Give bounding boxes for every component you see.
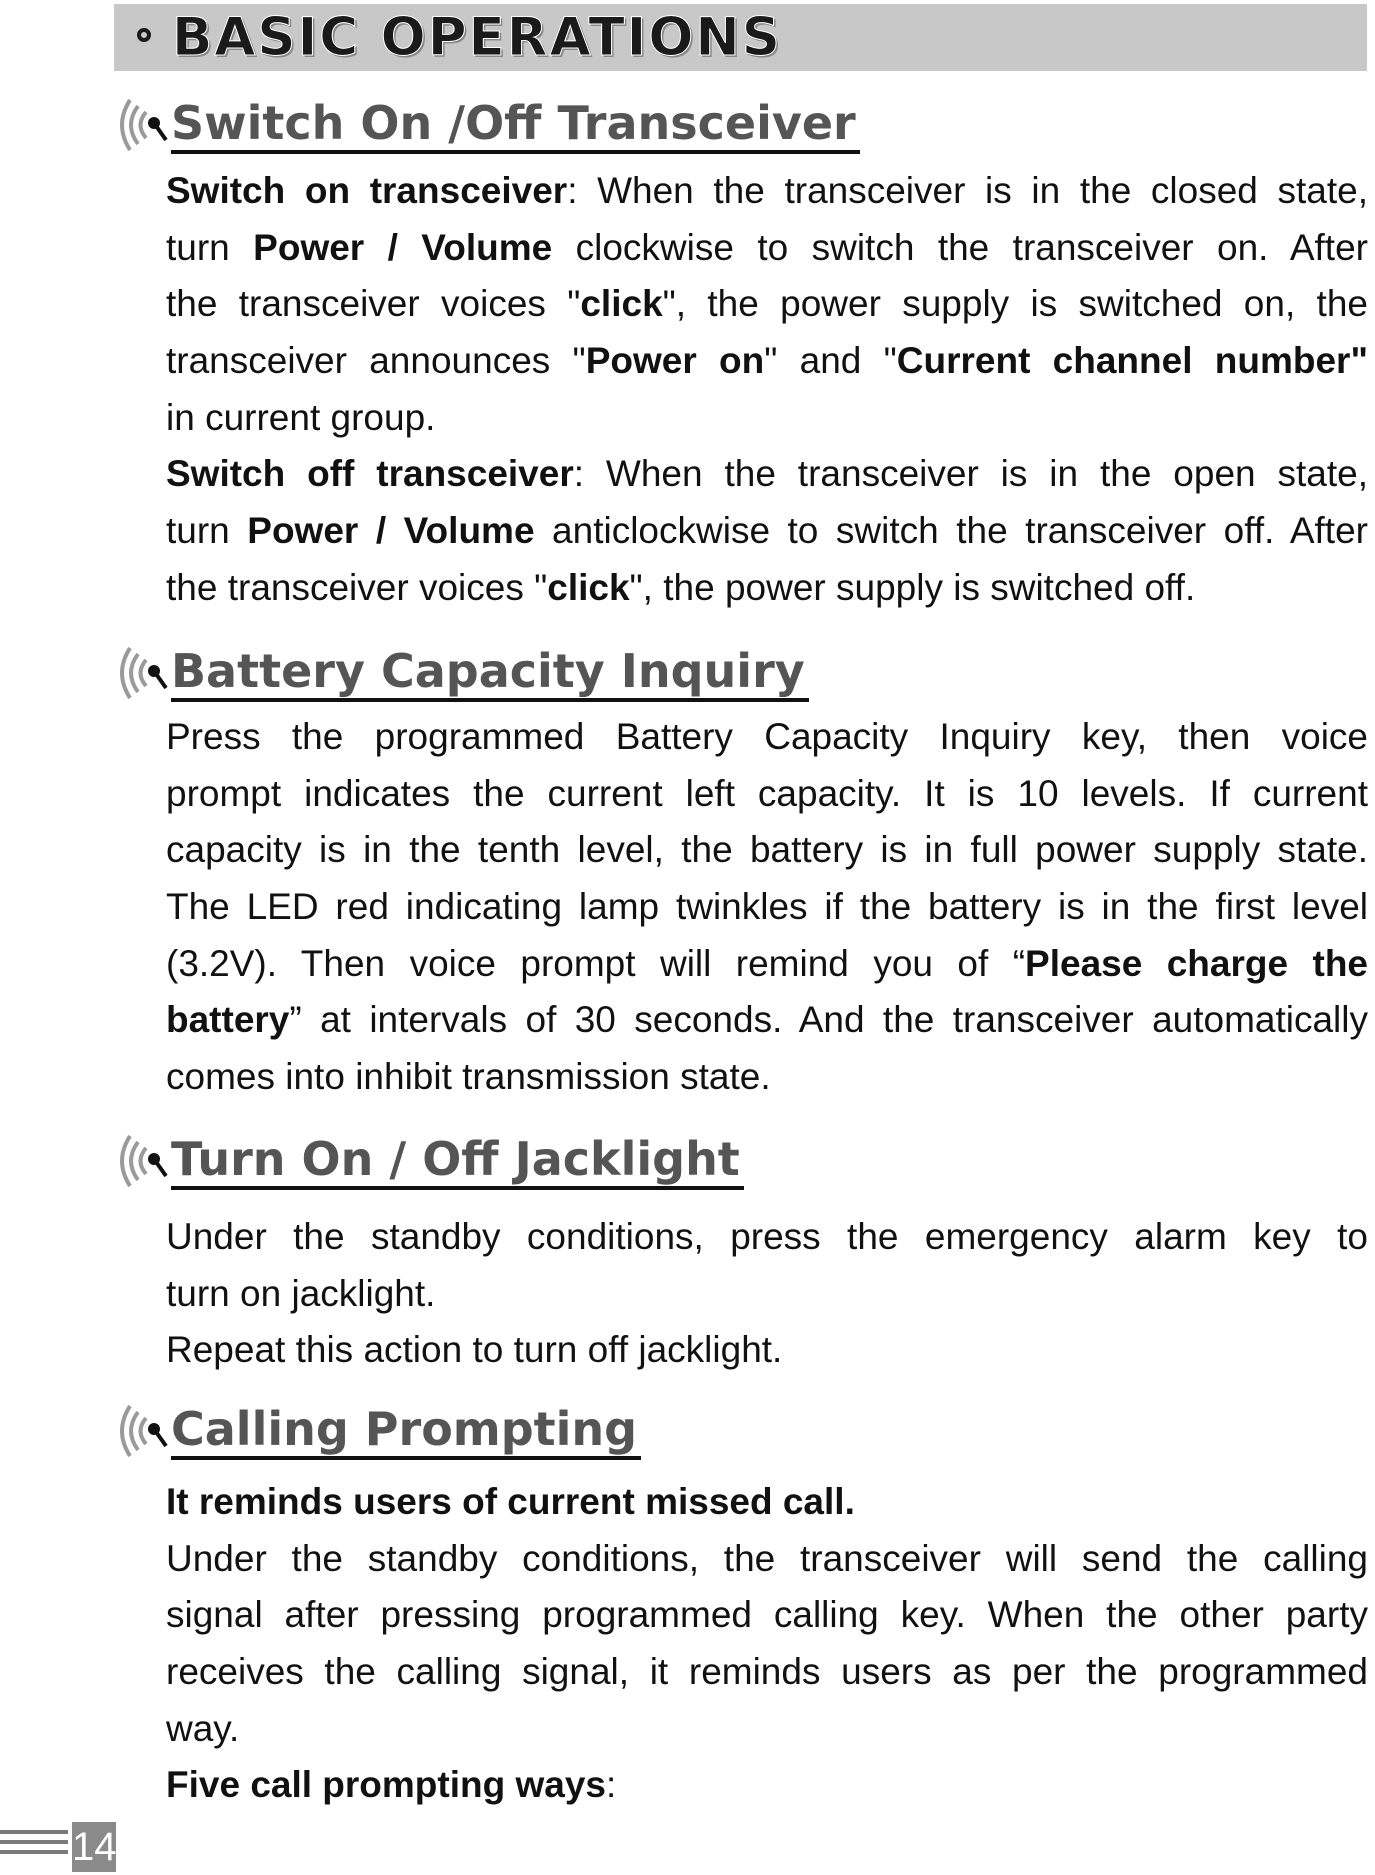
text-line: The LED red indicating lamp twinkles if the battery is in the first level: [166, 886, 1368, 928]
section-body-calling: [166, 1474, 1368, 1814]
text-line: transceiver announces "Power on" and "Current channel number": [166, 340, 1368, 382]
radio-wave-icon: [108, 92, 178, 162]
section-title: Battery Capacity Inquiry: [171, 644, 809, 702]
section-body-battery: [166, 709, 1368, 1106]
text-line: Under the standby conditions, the transceiver will send the calling: [166, 1537, 1368, 1579]
text-line: Under the standby conditions, press the emergency alarm key to: [166, 1216, 1368, 1257]
text-line: turn on jacklight.: [166, 1272, 436, 1314]
section-body-switch: [166, 163, 1368, 617]
section-title: Turn On / Off Jacklight: [171, 1132, 744, 1190]
section-body-jacklight: [166, 1209, 1368, 1379]
text-line: Five call prompting ways:: [166, 1764, 617, 1806]
text-line: the transceiver voices "click", the power supply is switched on, the: [166, 283, 1368, 325]
text-line: Repeat this action to turn off jacklight.: [166, 1329, 783, 1371]
text-line: capacity is in the tenth level, the battery is in full power supply state.: [166, 829, 1368, 871]
text-line: comes into inhibit transmission state.: [166, 1056, 771, 1098]
text-line: turn Power / Volume anticlockwise to switch the transceiver off. After: [166, 510, 1368, 552]
text-line: Switch on transceiver: When the transceiver is in the closed state,: [166, 170, 1368, 211]
text-line: battery” at intervals of 30 seconds. And the transceiver automatically: [166, 999, 1368, 1041]
radio-wave-icon: [108, 1398, 178, 1468]
text-line: receives the calling signal, it reminds users as per the programmed: [166, 1651, 1368, 1693]
radio-wave-icon: [108, 640, 178, 710]
header-bullet-icon: [137, 28, 151, 42]
text-line: It reminds users of current missed call.: [166, 1481, 855, 1522]
text-line: (3.2V). Then voice prompt will remind you of “Please charge the: [166, 942, 1369, 984]
page-number-decoration: [0, 1830, 68, 1860]
text-line: the transceiver voices "click", the power supply is switched off.: [166, 566, 1196, 608]
page-number: 14: [72, 1822, 116, 1872]
text-line: signal after pressing programmed calling key. When the other party: [166, 1594, 1368, 1636]
section-title: Switch On /Off Transceiver: [171, 96, 860, 154]
text-line: prompt indicates the current left capacity. It is 10 levels. If current: [166, 772, 1368, 814]
text-line: Press the programmed Battery Capacity Inquiry key, then voice: [166, 716, 1368, 757]
text-line: turn Power / Volume clockwise to switch the transceiver on. After: [166, 226, 1368, 268]
section-title: Calling Prompting: [171, 1402, 641, 1460]
text-line: in current group.: [166, 396, 436, 438]
text-line: Switch off transceiver: When the transceiver is in the open state,: [166, 453, 1368, 495]
radio-wave-icon: [108, 1128, 178, 1198]
text-line: way.: [166, 1707, 240, 1749]
page-title: BASIC OPERATIONS: [172, 7, 782, 68]
